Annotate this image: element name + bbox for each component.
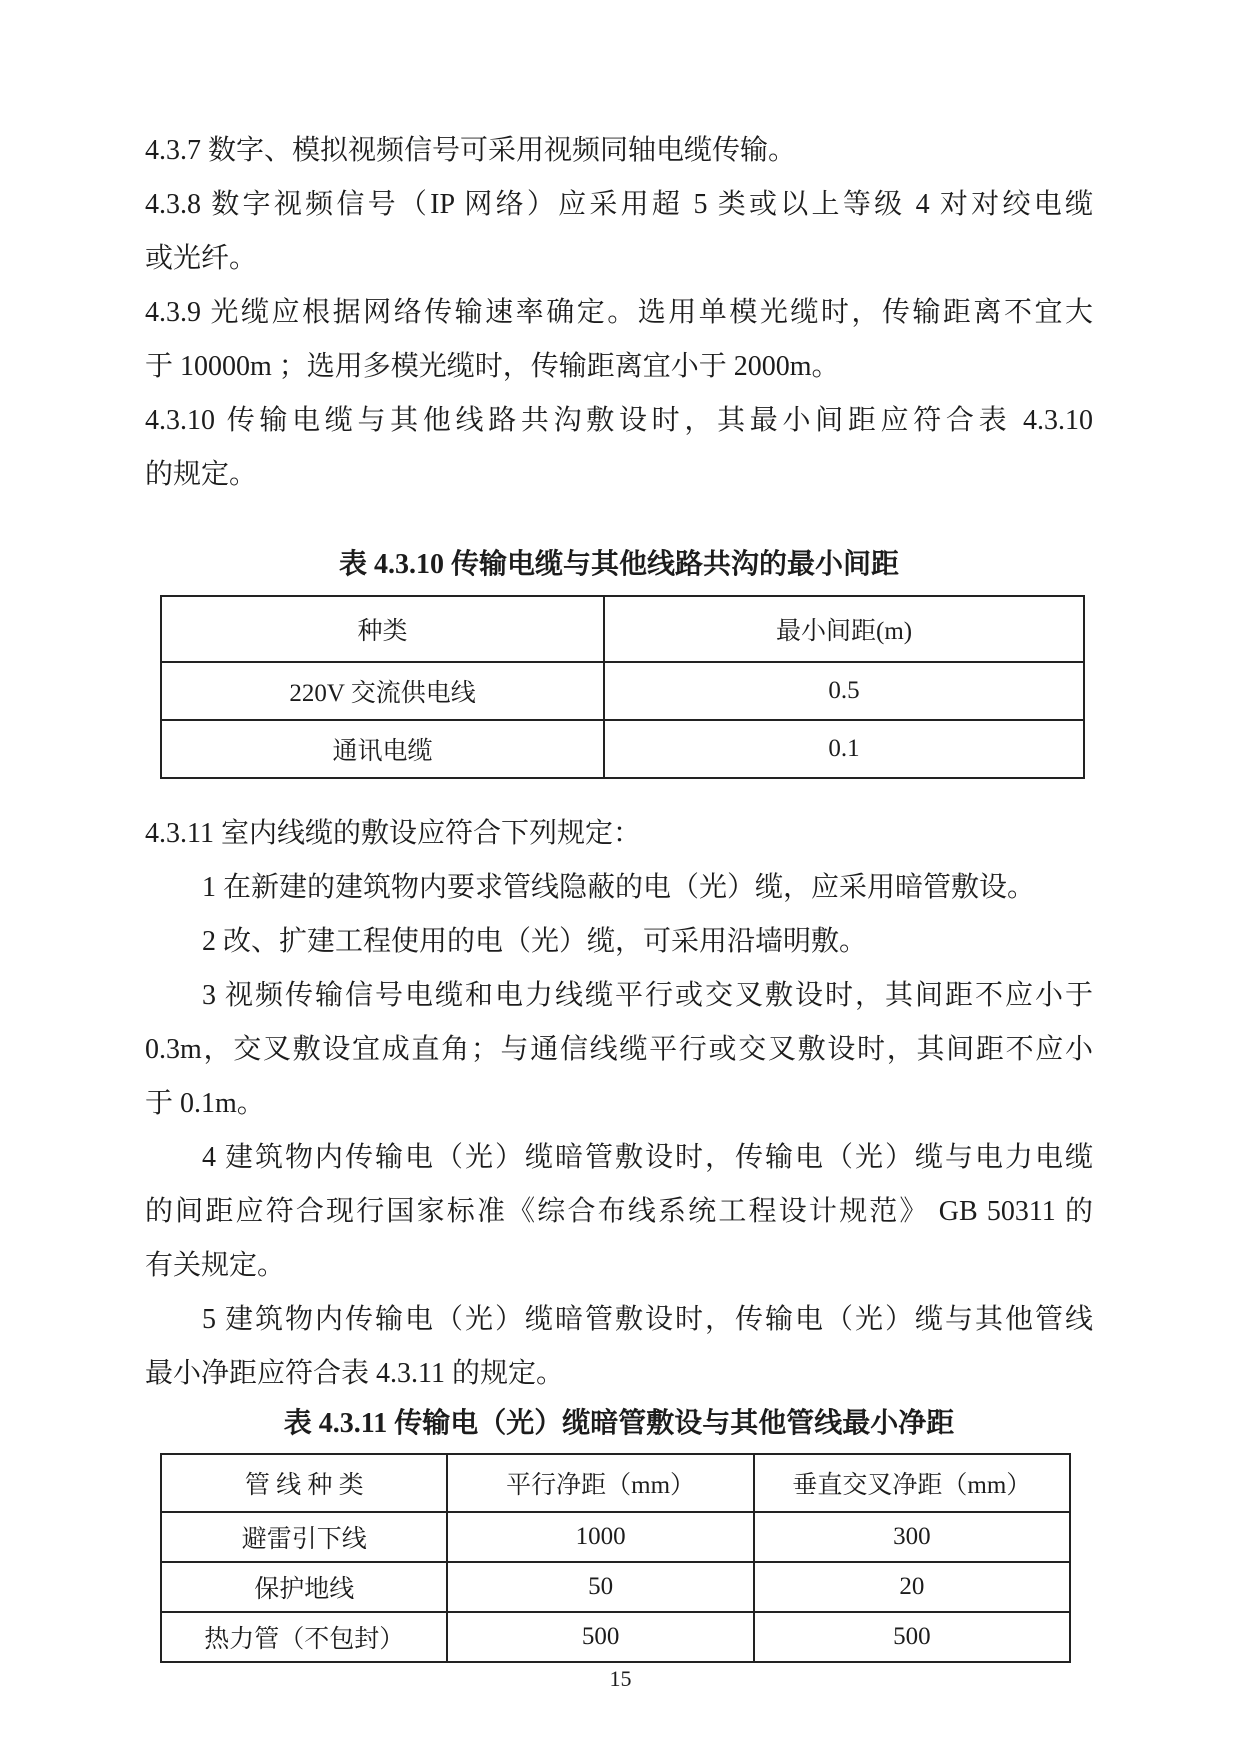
table-cell: 1000 bbox=[447, 1512, 753, 1562]
table-header-cell: 最小间距(m) bbox=[604, 596, 1084, 662]
list-item-4 bbox=[145, 1131, 1093, 1293]
table-4-3-10 bbox=[160, 595, 1085, 779]
table-cell: 500 bbox=[754, 1612, 1070, 1662]
table-row bbox=[161, 1512, 1070, 1562]
table-header-row bbox=[161, 1454, 1070, 1512]
table-row bbox=[161, 1562, 1070, 1612]
list-item-5 bbox=[145, 1293, 1093, 1401]
table-header-cell: 管 线 种 类 bbox=[161, 1454, 447, 1512]
clause-4-3-9 bbox=[145, 286, 1093, 394]
text-line: 4 建筑物内传输电（光）缆暗管敷设时，传输电（光）缆与电力电缆 bbox=[202, 1142, 1093, 1173]
table-4-3-11 bbox=[160, 1453, 1071, 1663]
table-cell: 热力管（不包封） bbox=[161, 1612, 447, 1662]
text-line: 有关规定。 bbox=[145, 1250, 286, 1281]
clause-4-3-11 bbox=[145, 807, 1093, 861]
table-cell: 保护地线 bbox=[161, 1562, 447, 1612]
table-4-3-10-title: 表 4.3.10 传输电缆与其他线路共沟的最小间距 bbox=[338, 549, 899, 580]
text-line: 4.3.10 传输电缆与其他线路共沟敷设时，其最小间距应符合表 4.3.10 bbox=[145, 405, 1093, 436]
table-cell: 通讯电缆 bbox=[161, 720, 604, 778]
text-line: 的间距应符合现行国家标准《综合布线系统工程设计规范》 GB 50311 的 bbox=[145, 1196, 1093, 1227]
text-line: 4.3.9 光缆应根据网络传输速率确定。选用单模光缆时，传输距离不宜大 bbox=[145, 297, 1093, 328]
text-line: 4.3.8 数字视频信号（IP 网络）应采用超 5 类或以上等级 4 对对绞电缆 bbox=[145, 189, 1093, 220]
text-line: 5 建筑物内传输电（光）缆暗管敷设时，传输电（光）缆与其他管线 bbox=[202, 1304, 1093, 1335]
table-cell: 避雷引下线 bbox=[161, 1512, 447, 1562]
list-item-3 bbox=[145, 969, 1093, 1131]
page-content bbox=[145, 124, 1093, 1663]
table-4-3-11-title: 表 4.3.11 传输电（光）缆暗管敷设与其他管线最小净距 bbox=[283, 1408, 955, 1439]
list-item-2 bbox=[145, 915, 1093, 969]
text-line: 4.3.11 室内线缆的敷设应符合下列规定： bbox=[145, 818, 641, 849]
clause-4-3-7 bbox=[145, 124, 1093, 178]
table-cell: 220V 交流供电线 bbox=[161, 662, 604, 720]
list-item-1 bbox=[145, 861, 1093, 915]
clause-4-3-10 bbox=[145, 394, 1093, 502]
page-number: 15 bbox=[609, 1666, 632, 1691]
text-line: 最小净距应符合表 4.3.11 的规定。 bbox=[145, 1358, 564, 1389]
clause-4-3-8 bbox=[145, 178, 1093, 286]
text-line: 4.3.7 数字、模拟视频信号可采用视频同轴电缆传输。 bbox=[145, 135, 797, 166]
table-cell: 50 bbox=[447, 1562, 753, 1612]
table-cell: 300 bbox=[754, 1512, 1070, 1562]
table-cell: 20 bbox=[754, 1562, 1070, 1612]
table-header-cell: 种类 bbox=[161, 596, 604, 662]
text-line: 的规定。 bbox=[145, 459, 258, 490]
table-cell: 0.1 bbox=[604, 720, 1084, 778]
text-line: 2 改、扩建工程使用的电（光）缆，可采用沿墙明敷。 bbox=[202, 926, 868, 957]
text-line: 或光纤。 bbox=[145, 243, 258, 274]
table-header-cell: 垂直交叉净距（mm） bbox=[754, 1454, 1070, 1512]
table-header-cell: 平行净距（mm） bbox=[447, 1454, 753, 1512]
text-line: 3 视频传输信号电缆和电力线缆平行或交叉敷设时，其间距不应小于 bbox=[202, 980, 1093, 1011]
table-row bbox=[161, 1612, 1070, 1662]
table-cell: 500 bbox=[447, 1612, 753, 1662]
text-line: 1 在新建的建筑物内要求管线隐蔽的电（光）缆，应采用暗管敷设。 bbox=[202, 872, 1036, 903]
text-line: 于 0.1m。 bbox=[145, 1088, 265, 1119]
table-header-row bbox=[161, 596, 1084, 662]
text-line: 于 10000m ；选用多模光缆时，传输距离宜小于 2000m。 bbox=[145, 351, 840, 382]
table-row bbox=[161, 662, 1084, 720]
table-cell: 0.5 bbox=[604, 662, 1084, 720]
table-row bbox=[161, 720, 1084, 778]
text-line: 0.3m，交叉敷设宜成直角；与通信线缆平行或交叉敷设时，其间距不应小 bbox=[145, 1034, 1093, 1065]
